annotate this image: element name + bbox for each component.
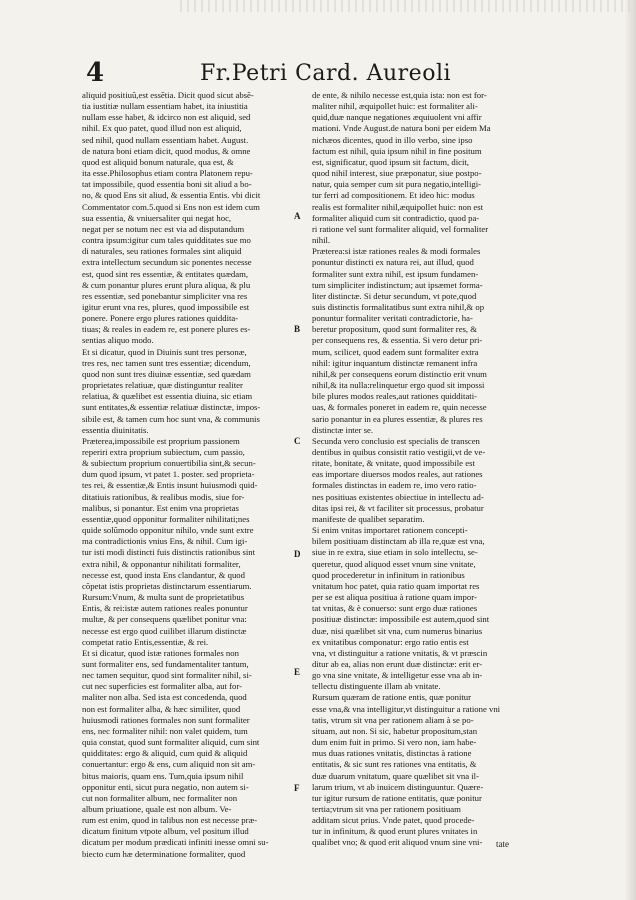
text-line: nihil. Ex quo patet, quod illud non est aliquid, xyxy=(82,123,242,134)
text-line: ens, nec formaliter nihil: non valet quidem, tum xyxy=(82,725,248,736)
text-line: vnitatum hoc patet, quia ratio quam importat res xyxy=(312,580,480,591)
text-line: formales distinctas in eadem re, imo vero ratio- xyxy=(312,480,477,491)
text-line: rum est enim, quod in talibus non est necesse præ- xyxy=(82,815,258,826)
text-line: quod procederetur in infinitum in rationibus xyxy=(312,569,465,580)
text-line: sed nihil, quod nullam essentiam habet. August. xyxy=(82,134,249,145)
margin-marker: A xyxy=(294,211,301,221)
text-line: igitur erunt vna res, plures, quod impossibile est xyxy=(82,301,250,312)
text-line: larum trium, vt ab inuicem distinguuntur. Quære- xyxy=(312,781,484,792)
text-line: nihil: igitur inquantum distinctæ remanent infra xyxy=(312,357,478,368)
text-line: tres res, nec tamen sunt tres essentiæ; dicendum, xyxy=(82,357,251,368)
text-line: essentia diuinitatis. xyxy=(82,424,149,435)
margin-marker: B xyxy=(294,324,301,334)
text-line: competat ratio Entis,essentiæ, & rei. xyxy=(82,636,209,647)
text-line: ponuntur formaliter veritati contradictorie, ha- xyxy=(312,313,473,324)
text-line: quia constat, quod sunt formaliter aliquid, cum sint xyxy=(82,737,260,748)
text-line: nihil,& ita nulla:relinquetur ergo quod sit impossi xyxy=(312,380,485,391)
text-line: extra intellectum secundum sic ponentes necesse xyxy=(82,257,252,268)
text-line: ritate, bonitate, & vnitate, quod impossibile est xyxy=(312,458,475,469)
text-line: nes positiuas existentes obiectiue in intellectu ad- xyxy=(312,491,484,502)
text-line: quod est aliquid bonum naturale, qua est, & xyxy=(82,156,234,167)
text-line: quidditates: ergo & aliquid, cum quid & aliquid xyxy=(82,748,248,759)
text-line: ri ratione vel sunt formaliter aliquid, vel formaliter xyxy=(312,223,489,234)
text-line: uas, & formales poneret in eadem re, quin necesse xyxy=(312,402,487,413)
page-edge-shadow xyxy=(624,0,636,900)
text-line: ita esse.Philosophus etiam contra Platonem repu- xyxy=(82,168,253,179)
text-line: per consequens res, & essentia. Si vero detur pri- xyxy=(312,335,483,346)
text-line: quod non sunt tres diuinæ essentiæ, sed quædam xyxy=(82,368,251,379)
text-line: tiuas; & reales in eadem re, est ponere plures es- xyxy=(82,324,251,335)
text-line: est, significatur, quod ipsum sit factum, dicit, xyxy=(312,156,469,167)
text-line: vna, vt distinguitur a ratione vnitatis, & vt præscin xyxy=(312,647,488,658)
text-line: tum simpliciter indistinctum; aut ipsæmet forma- xyxy=(312,279,483,290)
text-line: quid,duæ nanque negationes æquiuolent vni affir xyxy=(312,112,482,123)
right-column xyxy=(312,90,534,849)
text-line: formaliter aliquid cum sit contradictio, quod pa- xyxy=(312,212,480,223)
text-line: & subiectum proprium conuertibilia sint,& secun- xyxy=(82,458,256,469)
text-line: extra nihil, & opponantur nihilitati formaliter, xyxy=(82,558,241,569)
text-line: suis distinctis formalitatibus sunt extra nihil,& op xyxy=(312,301,485,312)
text-line: necesse est, quod insta Ens clandantur, & quod xyxy=(82,569,245,580)
text-line: bilem positiuam distinctam ab illa re,quæ est vna, xyxy=(312,536,485,547)
margin-marker: E xyxy=(294,667,301,677)
page-number: 4 xyxy=(86,58,105,88)
text-line: sunt formaliter ens, sed fundamentaliter tantum, xyxy=(82,658,249,669)
text-line: de ente, & nihilo necesse est,quia ista: non est for- xyxy=(312,90,487,100)
text-line: opponitur enti, sicut pura negatio, non autem si- xyxy=(82,781,249,792)
text-line: proprietates relatiuæ, quæ distinguntur realiter xyxy=(82,380,243,391)
margin-marker: C xyxy=(294,436,301,446)
text-line: bile plures modos reales,aut rationes quidditati- xyxy=(312,391,478,402)
text-line: additam sicut prius. Vnde patet, quod procede- xyxy=(312,815,475,826)
text-line: sentias aliquo modo. xyxy=(82,335,154,346)
text-line: ponere. Ponere ergo plures rationes quiddita- xyxy=(82,313,239,324)
running-title: Fr.Petri Card. Aureoli xyxy=(200,61,452,86)
text-line: cut non formaliter album, nec formaliter non xyxy=(82,792,238,803)
text-line: situam, aut non. Si sic, habetur propositum,stan xyxy=(312,725,478,736)
text-line: tes rei, & essentiæ,& Entis insunt huiusmodi quid- xyxy=(82,480,258,491)
text-line: Præterea,impossibile est proprium passionem xyxy=(82,435,240,446)
text-line: sunt entitates,& essentiæ relatiuæ distinctæ, impos- xyxy=(82,402,261,413)
text-line: dicatum finitum vtpote album, vel positum illud xyxy=(82,826,249,837)
text-line: reperiri extra proprium subiectum, cum passio, xyxy=(82,447,245,457)
text-line: dum enim fuit in primo. Si vero non, iam habe- xyxy=(312,737,477,748)
text-line: ditatiuis rationibus, & realibus modis, siue for- xyxy=(82,491,245,502)
text-line: Rursum:Vnum, & multa sunt de proprietatibus xyxy=(82,592,245,603)
text-line: nichæos dicentes, quod in illo verbo, sine ipso xyxy=(312,134,473,145)
text-line: ponuntur distincti ex natura rei, aut illud, quod xyxy=(312,257,474,268)
text-line: tertia;vtrum sit vna per rationem positiuam xyxy=(312,804,461,814)
text-line: Commentator com.5.quod si Ens non est idem cum xyxy=(82,201,260,212)
text-line: malibus, si ponantur. Est enim vna proprietas xyxy=(82,502,239,513)
text-line: quod nihil interest, siue præponatur, siue postpo- xyxy=(312,168,482,179)
text-line: tur isti modi distincti fuis distinctis rationibus sint xyxy=(82,547,256,558)
text-line: nec tamen sequitur, quod sint formaliter nihil, si- xyxy=(82,670,252,681)
text-line: Entis, & rei:istæ autem rationes reales ponuntur xyxy=(82,603,248,614)
text-line: tur igitur rursum de ratione entitatis, quæ ponitur xyxy=(312,792,482,803)
text-line: nullam esse habet, & idcirco non est aliquid, sed xyxy=(82,112,251,123)
text-line: duæ, nisi quælibet sit vna, cum numerus binarius xyxy=(312,625,483,636)
catchword: tate xyxy=(496,839,509,849)
text-line: per se est aliqua positiua à ratione quam impor- xyxy=(312,592,477,603)
text-line: maliter nihil, æquipollet huic: est formaliter ali- xyxy=(312,101,478,112)
text-line: biecto cum hæ determinatione formaliter, quod xyxy=(82,848,246,859)
text-line: dicatum per modum prædicati infiniti inesse omni su- xyxy=(82,837,269,848)
text-line: ex vnitatibus componatur: ergo ratio entis est xyxy=(312,636,469,647)
text-line: Præterea:si istæ rationes reales & modi formales xyxy=(312,246,481,257)
text-line: res essentiæ, sed ponebantur simpliciter vna res xyxy=(82,290,248,301)
text-line: huiusmodi rationes formales non sunt formaliter xyxy=(82,714,250,725)
text-line: Secunda vero conclusio est specialis de transcen xyxy=(312,435,480,446)
text-line: tur in infinitum, & quod erunt plures vnitates in xyxy=(312,826,478,837)
text-line: esse vna,& vna intelligitur,vt distinguitur a ratione vni xyxy=(312,703,501,714)
text-line: beretur propositum, quod sunt formaliter res, & xyxy=(312,324,478,335)
text-line: cõpetat istis proprietas distinctarum essentiarum. xyxy=(82,580,252,591)
bleed-through-shadow xyxy=(180,0,636,12)
text-line: ditas ipsi rei, & vt faciliter sit processus, probatur xyxy=(312,502,484,513)
text-line: Si enim vnitas importaret rationem concepti- xyxy=(312,525,468,536)
text-line: bitus maioris, quam ens. Tum,quia ipsum nihil xyxy=(82,770,244,781)
margin-marker: D xyxy=(294,549,301,559)
text-line: Rursum quæram de ratione entis, quæ ponitur xyxy=(312,692,472,703)
text-line: realis est formaliter nihil,æquipollet huic: non est xyxy=(312,201,484,212)
text-line: nihil. xyxy=(312,235,331,246)
text-line: di naturales, seu rationes formales sint aliquid xyxy=(82,246,242,257)
text-line: mus duas rationes vnitatis, distinctas à ratione xyxy=(312,748,472,759)
text-line: non est formaliter alba, & hæc similiter, quod xyxy=(82,703,241,714)
text-line: necesse est ergo quod cuilibet illarum distinctæ xyxy=(82,625,247,636)
text-line: formaliter sunt extra nihil, est ipsum fundamen- xyxy=(312,268,479,279)
text-line: dum quod ipsum, vt patet 1. poster. sed proprieta- xyxy=(82,469,255,480)
text-line: go vna sine vnitate, & intelligetur esse vna ab in- xyxy=(312,670,483,681)
text-line: Et si dicatur, quod in Diuinis sunt tres personæ, xyxy=(82,346,247,357)
text-line: essentiæ,quod opponitur formaliter nihilitati;nes xyxy=(82,513,250,524)
text-line: ditur ab ea, alias non erunt duæ distinctæ: erit er- xyxy=(312,658,483,669)
text-line: de natura boni etiam dicit, quod modus, & omne xyxy=(82,145,251,156)
text-line: no, & quod Ens sit aliud, & essentia Entis. vbi dicit xyxy=(82,190,261,201)
text-line: cut nec superficies est formaliter alba, aut for- xyxy=(82,681,242,692)
text-line: quide solũmodo opponitur nihilo, vnde sunt extre xyxy=(82,525,254,536)
text-line: manifeste de qualibet separatim. xyxy=(312,513,425,524)
text-line: tur ferri ad compositionem. Et ideo hic: modus xyxy=(312,190,475,201)
margin-marker: F xyxy=(294,783,300,793)
text-line: factum est nihil, quia ipsum nihil in fine positum xyxy=(312,145,482,156)
text-line: ma contradictionis vnius Ens, & nihil. Cum igi- xyxy=(82,536,248,547)
text-line: tatis, vtrum sit vna per rationem aliam à se po- xyxy=(312,714,474,725)
text-line: conuertantur: ergo & ens, cum aliquid non sit am- xyxy=(82,759,256,770)
text-line: & cum ponantur plures erunt plura aliqua, & plu xyxy=(82,279,251,290)
text-line: siue in re extra, siue etiam in solo intellectu, se- xyxy=(312,547,478,558)
text-line: tat impossibile, quod essentia boni sit aliud a bo- xyxy=(82,179,252,190)
text-line: album priuatione, quale est non album. Ve- xyxy=(82,804,232,814)
text-line: Et si dicatur, quod istæ rationes formales non xyxy=(82,647,239,658)
text-line: nihil,& per consequens eorum distinctio erit vnum xyxy=(312,368,487,379)
text-line: queretur, quod aliquod esset vnum sine vnitate, xyxy=(312,558,476,569)
text-line: qualibet vno; & quod erit aliquod vnum sine vni- xyxy=(312,837,483,848)
text-line: eas importare diuersos modos reales, aut rationes xyxy=(312,469,483,480)
text-line: liter distinctæ. Si detur secundum, vt pote,quod xyxy=(312,290,477,301)
text-line: sua essentia, & vniuersaliter qui negat hoc, xyxy=(82,212,232,223)
text-line: sario ponantur in ea plures essentiæ, & plures res xyxy=(312,413,483,424)
text-line: mum, scilicet, quod eadem sunt formaliter extra xyxy=(312,346,479,357)
text-line: multæ, & per consequens quælibet ponitur vna: xyxy=(82,614,247,625)
text-line: sibile est, & tamen cum hoc sunt vna, & communis xyxy=(82,413,260,424)
text-line: tia iustitiæ nullam essentiam habet, ita iniustitia xyxy=(82,101,248,112)
text-line: est, quod sint res essentiæ, & entitates quædam, xyxy=(82,268,249,279)
text-line: relatiua, & quælibet est essentia diuina, sic etiam xyxy=(82,391,253,402)
text-line: tat vnitas, & è conuerso: sunt ergo duæ rationes xyxy=(312,603,478,614)
text-line: tellectu distinguente illam ab vnitate. xyxy=(312,681,441,692)
text-line: duæ duarum vnitatum, quare quælibet sit vna il- xyxy=(312,770,479,781)
text-line: entitatis, & sic sunt res rationes vna entitatis, & xyxy=(312,759,477,770)
text-line: aliquid positiuũ,est essẽtia. Dicit quod sicut absẽ- xyxy=(82,90,254,100)
text-line: contra ipsum:igitur cum tales quidditates sue mo xyxy=(82,235,251,246)
text-line: dentibus in quibus consistit ratio vestigii,vt de ve- xyxy=(312,447,486,457)
text-line: negat per se notum nec est via ad disputandum xyxy=(82,223,245,234)
text-line: mationi. Vnde August.de natura boni per eidem Ma xyxy=(312,123,491,134)
text-line: maliter non alba. Sed ista est concedenda, quod xyxy=(82,692,247,703)
text-line: positiuæ distinctæ: impossibile est autem,quod sint xyxy=(312,614,490,625)
text-line: distinctæ inter se. xyxy=(312,424,374,435)
text-line: natur, quia semper cum sit pura negatio,intelligi- xyxy=(312,179,482,190)
left-column xyxy=(82,90,290,860)
